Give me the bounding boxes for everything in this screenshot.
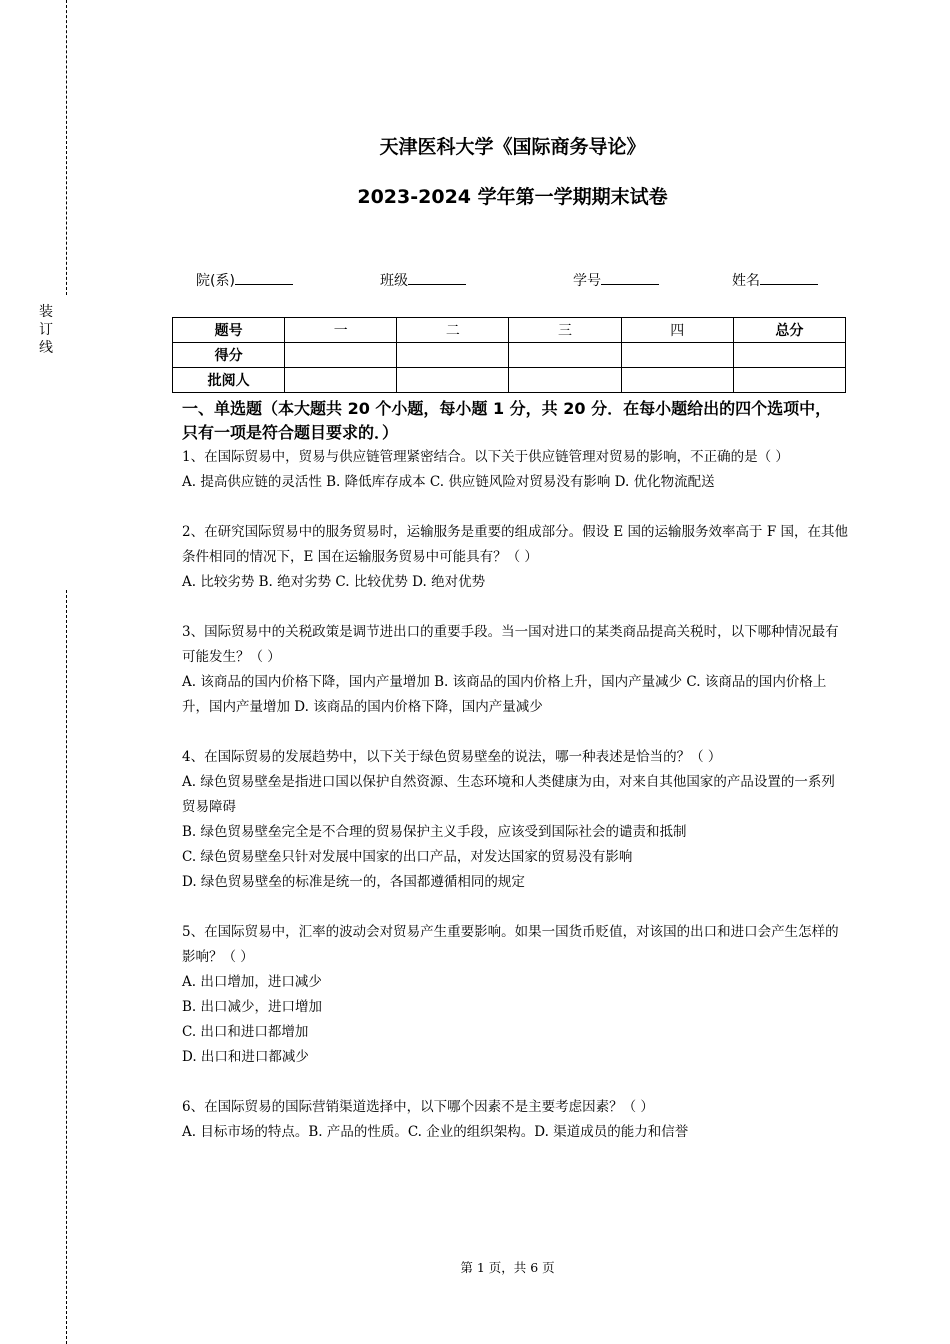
question-option: B. 绿色贸易壁垒完全是不合理的贸易保护主义手段，应该受到国际社会的谴责和抵制	[182, 824, 687, 840]
score-table-header: 一	[285, 318, 397, 343]
score-cell[interactable]	[733, 343, 845, 368]
department-blank[interactable]	[235, 270, 293, 285]
question-item	[182, 920, 848, 1070]
grader-row-label: 批阅人	[173, 368, 285, 393]
question-list	[182, 445, 848, 1170]
score-cell[interactable]	[621, 343, 733, 368]
department-label: 院(系)	[196, 273, 235, 289]
page-number: 第 1 页，共 6 页	[460, 1260, 555, 1275]
question-options: A. 提高供应链的灵活性 B. 降低库存成本 C. 供应链风险对贸易没有影响 D. 优化物流配送	[182, 474, 715, 490]
question-stem: 1、在国际贸易中，贸易与供应链管理紧密结合。以下关于供应链管理对贸易的影响，不正确的是（ ）	[182, 449, 789, 465]
question-item	[182, 745, 848, 895]
question-options: A. 目标市场的特点。B. 产品的性质。C. 企业的组织架构。D. 渠道成员的能力和信誉	[182, 1124, 689, 1140]
question-option: A. 出口增加，进口减少	[182, 974, 322, 990]
question-options: A. 比较劣势 B. 绝对劣势 C. 比较优势 D. 绝对优势	[182, 574, 486, 590]
question-option: D. 绿色贸易壁垒的标准是统一的，各国都遵循相同的规定	[182, 874, 525, 890]
class-label: 班级	[380, 273, 408, 289]
question-stem: 3、国际贸易中的关税政策是调节进出口的重要手段。当一国对进口的某类商品提高关税时，以下哪种情况最有可能发生？（ ）	[182, 624, 839, 665]
exam-title-university: 天津医科大学《国际商务导论》	[379, 136, 646, 158]
score-table-header: 四	[621, 318, 733, 343]
grader-cell[interactable]	[285, 368, 397, 393]
score-table-header: 总分	[733, 318, 845, 343]
question-option: A. 绿色贸易壁垒是指进口国以保护自然资源、生态环境和人类健康为由，对来自其他国家的产品设置的一系列贸易障碍	[182, 774, 835, 815]
score-table	[172, 317, 846, 393]
student-info-row	[196, 270, 836, 292]
binding-dashed-line-bottom	[66, 590, 67, 1344]
question-options: A. 该商品的国内价格下降，国内产量增加 B. 该商品的国内价格上升，国内产量减少 C. 该商品的国内价格上升，国内产量增加 D. 该商品的国内价格下降，国内产量减少	[182, 674, 827, 715]
question-item	[182, 620, 848, 720]
score-cell[interactable]	[509, 343, 621, 368]
score-table-header-row	[173, 318, 846, 343]
class-field[interactable]	[380, 270, 466, 290]
score-table-header: 题号	[173, 318, 285, 343]
score-table-row	[173, 343, 846, 368]
score-cell[interactable]	[285, 343, 397, 368]
score-table-row	[173, 368, 846, 393]
question-stem: 4、在国际贸易的发展趋势中，以下关于绿色贸易壁垒的说法，哪一种表述是恰当的？（ ）	[182, 749, 722, 765]
question-item	[182, 520, 848, 595]
question-option: C. 绿色贸易壁垒只针对发展中国家的出口产品，对发达国家的贸易没有影响	[182, 849, 633, 865]
name-field[interactable]	[732, 270, 818, 290]
student-id-field[interactable]	[573, 270, 659, 290]
question-stem: 2、在研究国际贸易中的服务贸易时，运输服务是重要的组成部分。假设 E 国的运输服务效率高于 F 国，在其他条件相同的情况下，E 国在运输服务贸易中可能具有？（ ）	[182, 524, 848, 565]
grader-cell[interactable]	[733, 368, 845, 393]
grader-cell[interactable]	[621, 368, 733, 393]
grader-cell[interactable]	[509, 368, 621, 393]
binding-dashed-line-top	[66, 0, 67, 295]
score-table-header: 三	[509, 318, 621, 343]
question-item	[182, 445, 848, 495]
department-field[interactable]	[196, 270, 293, 290]
binding-label	[38, 303, 54, 357]
student-id-blank[interactable]	[601, 270, 659, 285]
question-stem: 6、在国际贸易的国际营销渠道选择中，以下哪个因素不是主要考虑因素？（ ）	[182, 1099, 654, 1115]
score-table-header: 二	[397, 318, 509, 343]
name-blank[interactable]	[760, 270, 818, 285]
question-option: B. 出口减少，进口增加	[182, 999, 323, 1015]
question-stem: 5、在国际贸易中，汇率的波动会对贸易产生重要影响。如果一国货币贬值，对该国的出口和进口会产生怎样的影响？（ ）	[182, 924, 839, 965]
name-label: 姓名	[732, 273, 760, 289]
question-option: D. 出口和进口都减少	[182, 1049, 309, 1065]
student-id-label: 学号	[573, 273, 601, 289]
score-row-label: 得分	[173, 343, 285, 368]
grader-cell[interactable]	[397, 368, 509, 393]
exam-title-term: 2023-2024 学年第一学期期末试卷	[357, 186, 668, 208]
question-option: C. 出口和进口都增加	[182, 1024, 309, 1040]
class-blank[interactable]	[408, 270, 466, 285]
binding-char: 订	[39, 322, 53, 338]
score-cell[interactable]	[397, 343, 509, 368]
binding-char: 装	[39, 304, 53, 320]
question-item	[182, 1095, 848, 1145]
binding-char: 线	[39, 340, 53, 356]
section-heading: 一、单选题（本大题共 20 个小题，每小题 1 分，共 20 分．在每小题给出的四个选项中，只有一项是符合题目要求的．）	[182, 399, 832, 442]
